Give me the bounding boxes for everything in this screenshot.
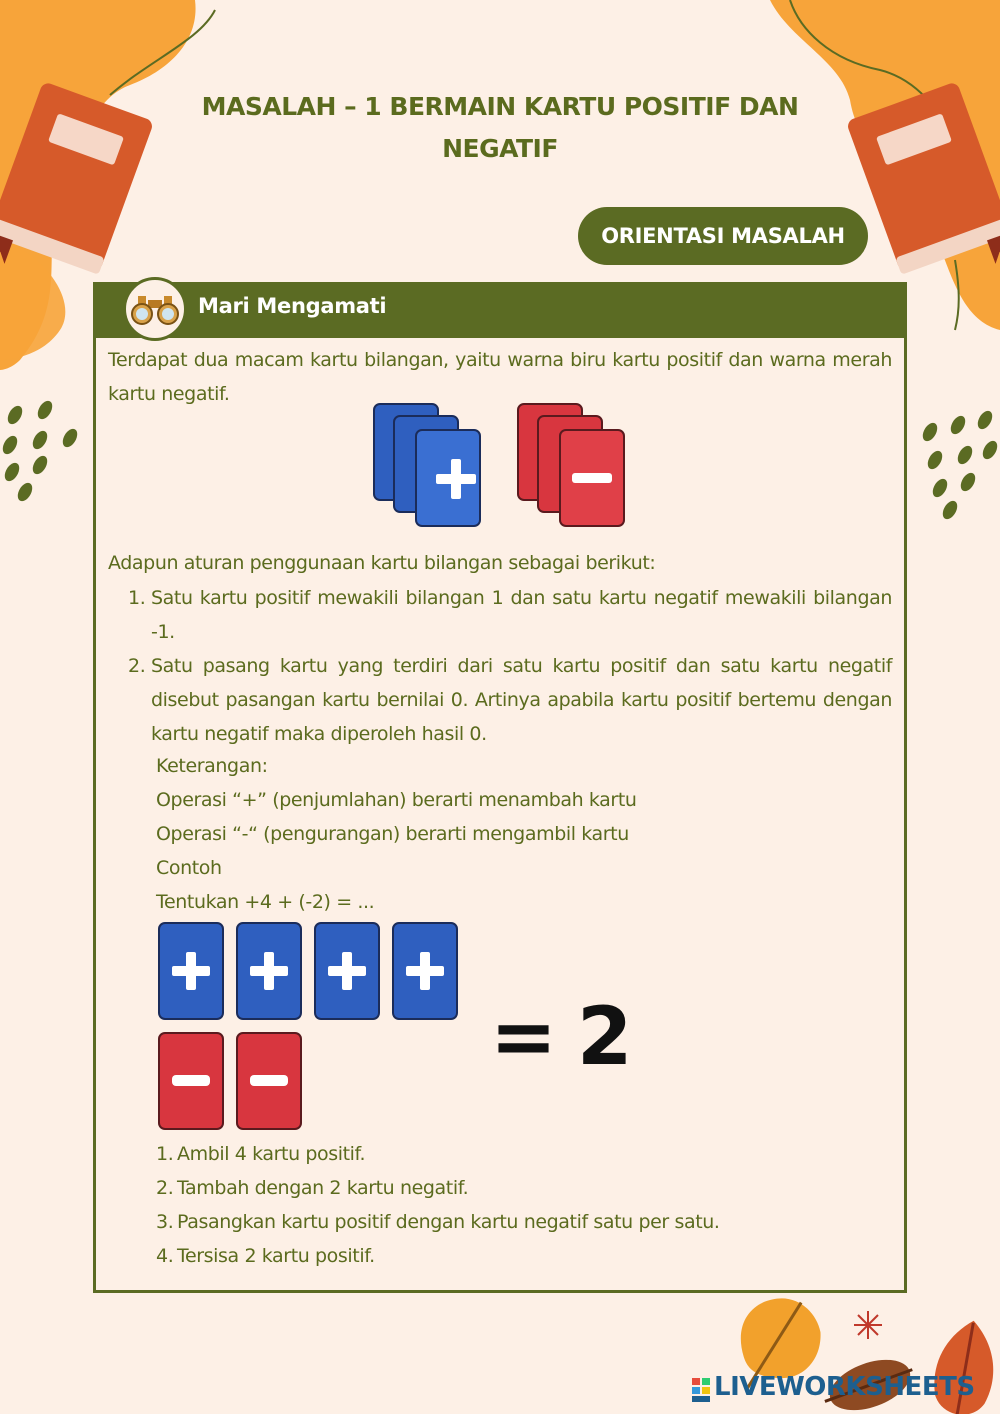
example-cards <box>156 920 466 1132</box>
step-text: Tambah dengan 2 kartu negatif. <box>177 1177 469 1199</box>
plus-card-icon <box>237 923 301 1019</box>
sparkle-icon <box>854 1311 882 1339</box>
negative-card-stack <box>518 404 624 526</box>
positive-card-stack <box>374 404 480 526</box>
section-pill: ORIENTASI MASALAH <box>578 207 868 265</box>
note-line: Operasi “-“ (pengurangan) berarti mengambil kartu <box>156 823 629 845</box>
page-title: MASALAH – 1 BERMAIN KARTU POSITIF DAN NEGATIF <box>201 92 799 163</box>
plus-card-icon <box>159 923 223 1019</box>
plus-card-icon <box>393 923 457 1019</box>
leaf-dots-right <box>920 408 1000 521</box>
example-label: Contoh <box>156 857 222 879</box>
note-heading: Keterangan: <box>156 755 268 777</box>
card-stacks-illustration <box>370 400 630 532</box>
rule-text: Satu kartu positif mewakili bilangan 1 dan satu kartu negatif mewakili bilangan -1. <box>151 587 892 643</box>
minus-card-icon <box>159 1033 223 1129</box>
step-text: Ambil 4 kartu positif. <box>177 1143 366 1165</box>
step-text: Pasangkan kartu positif dengan kartu negatif satu per satu. <box>177 1211 720 1233</box>
minus-card-icon <box>237 1033 301 1129</box>
example-question: Tentukan +4 + (-2) = ... <box>156 891 375 913</box>
note-line: Operasi “+” (penjumlahan) berarti menambah kartu <box>156 789 637 811</box>
rule-number: 1. <box>128 587 146 609</box>
step-text: Tersisa 2 kartu positif. <box>177 1245 375 1267</box>
box-heading: Mari Mengamati <box>198 294 387 318</box>
plus-card-icon <box>315 923 379 1019</box>
leaf-dots-left <box>0 398 80 503</box>
equals-result: = 2 <box>490 990 629 1083</box>
rules-intro: Adapun aturan penggunaan kartu bilangan sebagai berikut: <box>108 552 656 574</box>
intro-paragraph: Terdapat dua macam kartu bilangan, yaitu warna biru kartu positif dan warna merah kartu negatif. <box>108 349 892 405</box>
binoculars-icon <box>123 277 187 341</box>
step-number: 1. <box>156 1143 174 1165</box>
step-number: 2. <box>156 1177 174 1199</box>
step-number: 3. <box>156 1211 174 1233</box>
liveworksheets-watermark[interactable]: LIVEWORKSHEETS <box>714 1372 975 1402</box>
rule-text: Satu pasang kartu yang terdiri dari satu kartu positif dan satu kartu negatif disebut pasangan kartu bernilai 0. Artinya apabila kartu positif bertemu dengan kartu negatif maka diperoleh hasil 0. <box>151 655 892 745</box>
step-number: 4. <box>156 1245 174 1267</box>
liveworksheets-logo-icon <box>692 1378 710 1402</box>
rule-number: 2. <box>128 655 146 677</box>
